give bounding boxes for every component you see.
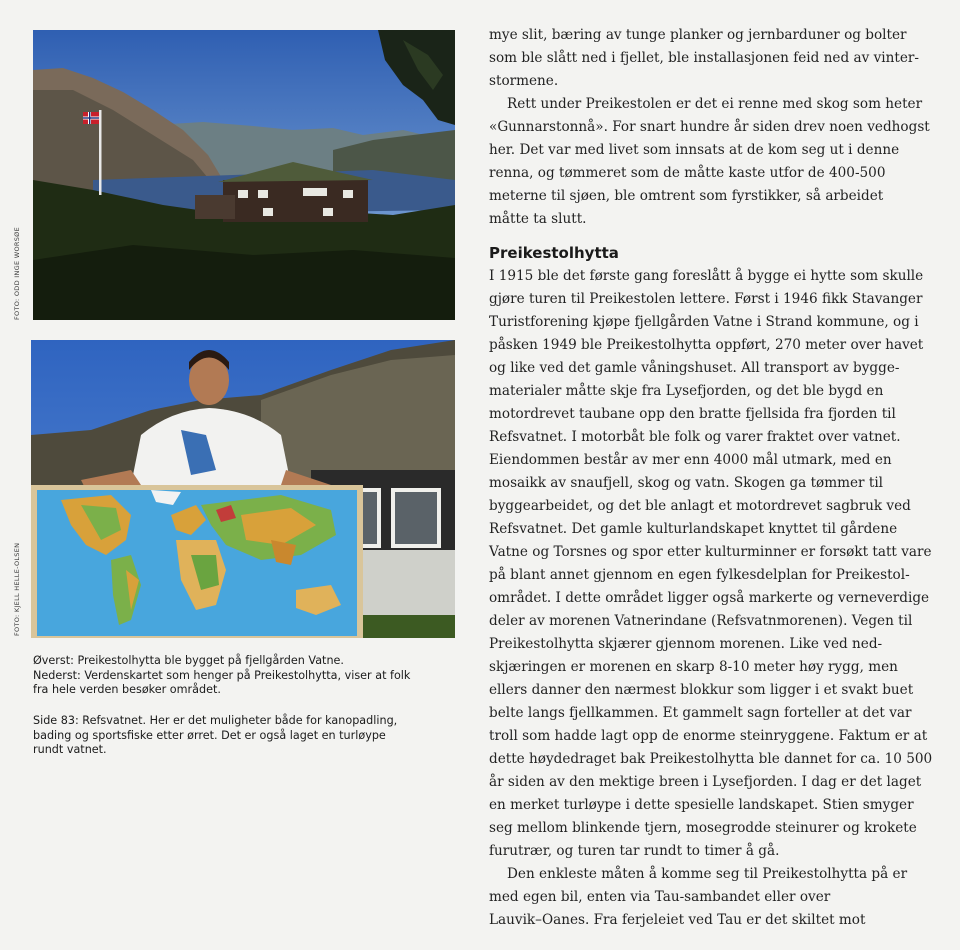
text-line: «Gunnarstonnå». For snart hundre år siden drev noen vedhogst: [489, 119, 930, 135]
text-line: Rett under Preikestolen er det ei renne med skog som heter: [507, 96, 923, 112]
text-line: ellers danner den nærmest blokkur som ligger i et svakt buet: [489, 682, 914, 698]
caption-line: Øverst: Preikestolhytta ble bygget på fjellgården Vatne.: [33, 654, 344, 667]
text-line: motordrevet taubane opp den bratte fjellsida fra fjorden til: [489, 406, 896, 422]
text-line: furutrær, og turen tar rundt to timer å gå.: [489, 843, 780, 859]
caption-line: Side 83: Refsvatnet. Her er det muligheter både for kanopadling,: [33, 714, 398, 727]
photo-caption: [33, 654, 453, 698]
text-line: på blant annet gjennom en egen fylkesdelplan for Preikestol-: [489, 567, 910, 583]
text-line: måtte ta slutt.: [489, 211, 587, 227]
caption-line: Nederst: Verdenskartet som henger på Preikestolhytta, viser at folk: [33, 668, 411, 682]
text-line: mye slit, bæring av tunge planker og jernbarduner og bolter: [489, 27, 907, 43]
text-line: og like ved det gamle våningshuset. All transport av bygge-: [489, 360, 900, 376]
text-line: Turistforening kjøpe fjellgården Vatne i Strand kommune, og i: [489, 314, 919, 330]
text-line: påsken 1949 ble Preikestolhytta oppført, 270 meter over havet: [489, 337, 924, 353]
text-line: mosaikk av snaufjell, skog og vatn. Skogen ga tømmer til: [489, 475, 884, 491]
text-line: meterne til sjøen, ble omtrent som fyrstikker, så arbeidet: [489, 188, 884, 204]
text-line: deler av morenen Vatnerindane (Refsvatnmorenen). Vegen til: [489, 613, 913, 629]
text-line: med egen bil, enten via Tau-sambandet eller over: [489, 889, 831, 905]
article-intro: [489, 24, 929, 231]
photo-credit-top: FOTO: ODD INGE WORSØE: [13, 227, 21, 320]
text-line: renna, og tømmeret som de måtte kaste utfor de 400-500: [489, 165, 886, 181]
text-line: en merket turløype i dette spesielle landskapet. Stien smyger: [489, 797, 914, 813]
text-line: Vatne og Torsnes og spor etter kulturminner er forsøkt tatt vare: [489, 544, 932, 560]
photo-credit-bottom: FOTO: KJELL HELLE-OLSEN: [13, 542, 21, 636]
text-line: skjæringen er morenen en skarp 8-10 meter høy rygg, men: [489, 659, 898, 675]
text-line: I 1915 ble det første gang foreslått å bygge ei hytte som skulle: [489, 268, 924, 284]
text-line: stormene.: [489, 73, 559, 89]
text-line: belte langs fjellkammen. Et gammelt sagn forteller at det var: [489, 705, 912, 721]
text-line: området. I dette området ligger også markerte og verneverdige: [489, 590, 930, 606]
text-line: Lauvik–Oanes. Fra ferjeleiet ved Tau er det skiltet mot: [489, 912, 866, 928]
text-line: materialer måtte skje fra Lysefjorden, og det ble bygd en: [489, 383, 884, 399]
text-line: her. Det var med livet som innsats at de kom seg ut i denne: [489, 142, 900, 158]
text-line: Refsvatnet. Det gamle kulturlandskapet knyttet til gårdene: [489, 521, 898, 537]
section-heading: Preikestolhytta: [489, 244, 619, 262]
text-line: Refsvatnet. I motorbåt ble folk og varer fraktet over vatnet.: [489, 429, 901, 445]
text-line: Den enkleste måten å komme seg til Preikestolhytta på er: [507, 866, 908, 882]
text-line: dette høydedraget bak Preikestolhytta ble dannet for ca. 10 500: [489, 751, 933, 767]
side-caption: [33, 714, 453, 758]
text-line: seg mellom blinkende tjern, mosegrodde steinurer og krokete: [489, 820, 917, 836]
photo-preikestolhytta: [33, 30, 455, 320]
text-line: byggearbeidet, og det ble anlagt et motordrevet sagbruk ved: [489, 498, 911, 514]
text-line: år siden av den mektige breen i Lysefjorden. I dag er det laget: [489, 774, 922, 790]
text-line: gjøre turen til Preikestolen lettere. Først i 1946 fikk Stavanger: [489, 291, 923, 307]
caption-line: bading og sportsfiske etter ørret. Det er også laget en turløype: [33, 728, 386, 742]
caption-line: fra hele verden besøker området.: [33, 683, 221, 697]
article-body: [489, 265, 933, 932]
photo-world-map: [31, 340, 455, 638]
caption-line: rundt vatnet.: [33, 743, 107, 757]
text-line: Preikestolhytta skjærer gjennom morenen. Like ved ned-: [489, 636, 883, 652]
text-line: som ble slått ned i fjellet, ble installasjonen feid ned av vinter-: [489, 50, 919, 66]
text-line: troll som hadde lagt opp de enorme steinryggene. Faktum er at: [489, 728, 928, 744]
text-line: Eiendommen består av mer enn 4000 mål utmark, med en: [489, 452, 892, 468]
